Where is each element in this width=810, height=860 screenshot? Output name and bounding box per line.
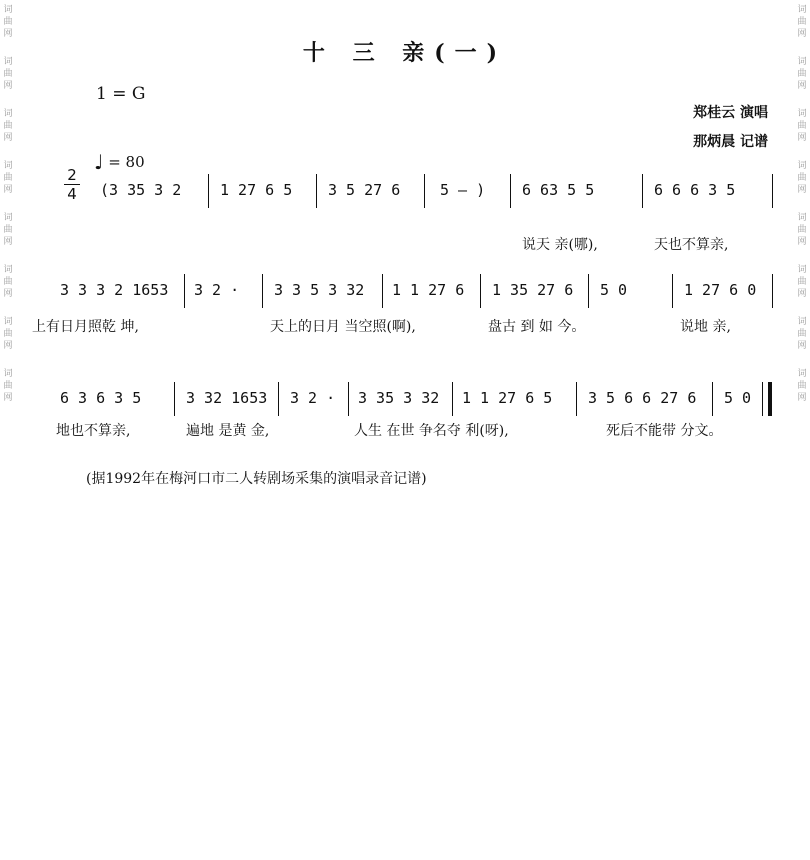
watermark-char: 词 [3, 161, 13, 171]
lyric-segment: 人生 在世 争名夺 利(呀), [354, 423, 509, 439]
barline [772, 274, 773, 308]
watermark-char: 词 [797, 317, 807, 327]
final-barline [768, 382, 772, 416]
watermark-char: 词 [3, 109, 13, 119]
lyrics-line [32, 316, 774, 338]
watermark-char: 网 [3, 29, 13, 39]
measure: 3 35 3 32 [358, 389, 440, 407]
watermark-char: 曲 [797, 277, 807, 287]
notation-line [60, 384, 774, 412]
watermark-char: 词 [797, 161, 807, 171]
barline [382, 274, 383, 308]
watermark-char: 曲 [3, 17, 13, 27]
source-note: (据1992年在梅河口市二人转剧场采集的演唱录音记谱) [86, 471, 427, 487]
lyric-segment: 天上的日月 当空照(啊), [270, 319, 416, 335]
measure: 3 5 27 6 [328, 181, 401, 199]
tempo-value: = 80 [108, 153, 145, 171]
watermark-char: 网 [797, 393, 807, 403]
watermark-char: 曲 [797, 329, 807, 339]
watermark-char: 词 [797, 5, 807, 15]
watermark-char: 网 [797, 29, 807, 39]
barline [452, 382, 453, 416]
watermark-char: 词 [3, 317, 13, 327]
measure: 5 0 [600, 281, 628, 299]
song-title: 十 三 亲(一) [302, 40, 508, 66]
measure: 6 6 6 3 5 [654, 181, 736, 199]
watermark-char: 网 [797, 289, 807, 299]
barline [184, 274, 185, 308]
lyrics-line [60, 234, 774, 256]
watermark-char: 曲 [797, 225, 807, 235]
watermark-char: 词 [3, 5, 13, 15]
watermark-char: 曲 [797, 173, 807, 183]
lyric-segment: 说地 亲, [680, 319, 731, 335]
barline [348, 382, 349, 416]
measure: 5 0 [724, 389, 752, 407]
barline [672, 274, 673, 308]
lyric-segment: 说天 亲(哪), [522, 237, 598, 253]
watermark-right [795, 0, 809, 551]
watermark-char: 网 [797, 341, 807, 351]
watermark-char: 曲 [797, 17, 807, 27]
measure: 1 1 27 6 [392, 281, 465, 299]
notation-line [60, 176, 774, 204]
measure: (3 35 3 2 [100, 181, 182, 199]
quarter-note-icon: ♩ [94, 150, 104, 174]
lyric-segment: 地也不算亲, [56, 423, 131, 439]
measure: 3 32 1653 [186, 389, 268, 407]
performer-credit: 郑桂云 演唱 [693, 105, 768, 121]
watermark-char: 网 [3, 237, 13, 247]
watermark-char: 曲 [797, 69, 807, 79]
watermark-char: 网 [797, 185, 807, 195]
barline [316, 174, 317, 208]
measure: 3 3 5 3 32 [274, 281, 365, 299]
key-signature: 1 = G [96, 84, 146, 104]
watermark-char: 词 [797, 109, 807, 119]
measure: 3 3 3 2 1653 [60, 281, 169, 299]
lyric-segment: 死后不能带 分文。 [606, 423, 723, 439]
watermark-char: 网 [3, 185, 13, 195]
watermark-char: 曲 [3, 121, 13, 131]
barline [712, 382, 713, 416]
watermark-char: 曲 [797, 121, 807, 131]
barline [208, 174, 209, 208]
watermark-char: 曲 [797, 381, 807, 391]
transcriber-credit: 那炳晨 记谱 [693, 134, 768, 150]
watermark-char: 网 [3, 393, 13, 403]
watermark-char: 词 [797, 57, 807, 67]
watermark-char: 网 [797, 133, 807, 143]
barline [772, 174, 773, 208]
measure: 1 35 27 6 [492, 281, 574, 299]
measure: 3 2 · [290, 389, 336, 407]
measure: 1 27 6 5 [220, 181, 293, 199]
watermark-char: 词 [797, 369, 807, 379]
watermark-char: 网 [3, 133, 13, 143]
watermark-char: 曲 [3, 381, 13, 391]
barline [510, 174, 511, 208]
barline [278, 382, 279, 416]
measure: 3 5 6 6 27 6 [588, 389, 697, 407]
watermark-char: 词 [3, 213, 13, 223]
watermark-char: 网 [3, 289, 13, 299]
time-signature-bottom: 4 [64, 184, 80, 203]
measure: 1 27 6 0 [684, 281, 757, 299]
barline [642, 174, 643, 208]
watermark-left [1, 0, 15, 551]
watermark-char: 网 [797, 237, 807, 247]
watermark-char: 曲 [3, 329, 13, 339]
lyric-segment: 上有日月照乾 坤, [32, 319, 139, 335]
lyrics-line [56, 420, 774, 442]
barline [588, 274, 589, 308]
barline [576, 382, 577, 416]
lyric-segment: 遍地 是黄 金, [186, 423, 270, 439]
measure: 3 2 · [194, 281, 240, 299]
watermark-char: 网 [3, 81, 13, 91]
barline [174, 382, 175, 416]
watermark-char: 曲 [3, 225, 13, 235]
watermark-char: 曲 [3, 173, 13, 183]
watermark-char: 网 [3, 341, 13, 351]
barline [480, 274, 481, 308]
measure: 6 3 6 3 5 [60, 389, 142, 407]
tempo-marking [94, 150, 145, 174]
time-signature-top: 2 [67, 166, 77, 184]
barline [424, 174, 425, 208]
watermark-char: 网 [797, 81, 807, 91]
lyric-segment: 盘古 到 如 今。 [488, 319, 586, 335]
barline [262, 274, 263, 308]
watermark-char: 词 [3, 57, 13, 67]
watermark-char: 词 [797, 213, 807, 223]
measure: 5 – ) [440, 181, 486, 199]
watermark-char: 词 [3, 265, 13, 275]
notation-line [60, 276, 774, 304]
lyric-segment: 天也不算亲, [654, 237, 729, 253]
final-barline [762, 382, 763, 416]
measure: 1 1 27 6 5 [462, 389, 553, 407]
watermark-char: 词 [797, 265, 807, 275]
watermark-char: 曲 [3, 277, 13, 287]
watermark-char: 词 [3, 369, 13, 379]
measure: 6 63 5 5 [522, 181, 595, 199]
watermark-char: 曲 [3, 69, 13, 79]
